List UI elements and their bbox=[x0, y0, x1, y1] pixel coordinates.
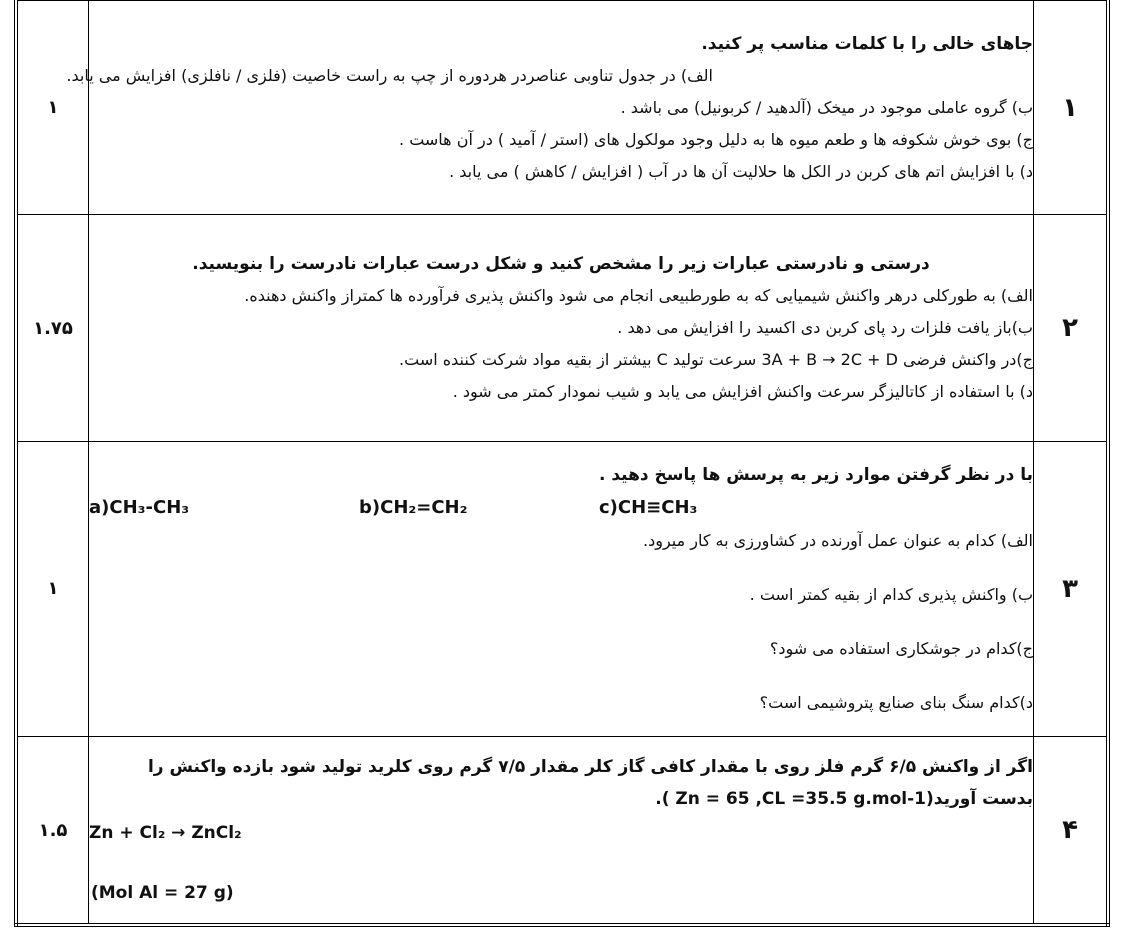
molar-mass-note: (Mol Al = 27 g) bbox=[91, 883, 234, 904]
question-item: ج) بوی خوش شکوفه ها و طعم میوه ها به دلیل وجود مولکول های (استر / آمید ) در آن هاست . bbox=[399, 129, 1033, 149]
question-title: درستی و نادرستی عبارات زیر را مشخص کنید و شکل درست عبارات نادرست را بنویسید. bbox=[192, 254, 930, 275]
question-number: ۳ bbox=[1034, 441, 1109, 736]
question-title: با در نظر گرفتن موارد زیر به پرسش ها پاسخ دهید . bbox=[598, 464, 1033, 485]
formula-list bbox=[89, 491, 1033, 525]
question-row-3 bbox=[16, 441, 1108, 736]
question-item: الف) در جدول تناوبی عناصردر هردوره از چپ به راست خاصیت (فلزی / نافلزی) افزایش می یابد. bbox=[66, 65, 713, 85]
question-number: ۴ bbox=[1034, 737, 1109, 925]
formula-ethane: a)CH₃-CH₃ bbox=[89, 496, 190, 518]
question-body bbox=[66, 1, 1034, 215]
question-score: ۱.۵ bbox=[16, 737, 89, 925]
question-item: د) با استفاده از کاتالیزگر سرعت واکنش افزایش می یابد و شیب نمودار کمتر می شود . bbox=[452, 382, 1033, 402]
question-item: د)کدام سنگ بنای صنایع پتروشیمی است؟ bbox=[759, 692, 1033, 712]
question-row-1 bbox=[16, 1, 1108, 215]
reaction-equation: Zn + Cl₂ → ZnCl₂ bbox=[89, 823, 242, 844]
exam-table bbox=[14, 0, 1110, 927]
question-item: د) با افزایش اتم های کربن در الکل ها حلالیت آن ها در آب ( افزایش / کاهش ) می یابد . bbox=[449, 161, 1033, 181]
question-body bbox=[89, 441, 1034, 736]
question-item: ب) واکنش پذیری کدام از بقیه کمتر است . bbox=[749, 584, 1033, 604]
question-body bbox=[89, 737, 1034, 925]
question-title-cont: بدست آورید(Zn = 65 ,CL =35.5 g.mol-1 ). bbox=[655, 789, 1033, 810]
question-number: ۲ bbox=[1034, 215, 1109, 441]
question-score: ۱ bbox=[16, 441, 89, 736]
question-body bbox=[89, 215, 1034, 441]
formula-third: c)CH≡CH₃ bbox=[599, 496, 698, 518]
question-row-4 bbox=[16, 737, 1108, 925]
formula-ethene: b)CH₂=CH₂ bbox=[359, 496, 468, 518]
question-item: الف) کدام به عنوان عمل آورنده در کشاورزی به کار میرود. bbox=[643, 530, 1033, 550]
question-number: ۱ bbox=[1034, 1, 1109, 215]
question-title: جاهای خالی را با کلمات مناسب پر کنید. bbox=[701, 33, 1033, 54]
question-item: ب)باز یافت فلزات رد پای کربن دی اکسید را افزایش می دهد . bbox=[617, 318, 1033, 338]
question-row-2 bbox=[16, 215, 1108, 441]
question-item: ج)در واکنش فرضی 3A + B → 2C + D سرعت تولید C بیشتر از بقیه مواد شرکت کننده است. bbox=[399, 350, 1033, 370]
question-title: اگر از واکنش ۶/۵ گرم فلز روی با مقدار کافی گاز کلر مقدار ۷/۵ گرم روی کلرید تولید شود بازده واکنش را bbox=[147, 757, 1033, 778]
question-item: ج)کدام در جوشکاری استفاده می شود؟ bbox=[769, 638, 1033, 658]
question-item: الف) به طورکلی درهر واکنش شیمیایی که به طورطبیعی انجام می شود واکنش پذیری فرآورده ها کمتراز واکنش دهنده. bbox=[244, 286, 1033, 306]
question-score: ۱.۷۵ bbox=[16, 215, 89, 441]
question-item: ب) گروه عاملی موجود در میخک (آلدهید / کربونیل) می باشد . bbox=[620, 97, 1033, 117]
question-score: ۱ bbox=[16, 1, 89, 215]
